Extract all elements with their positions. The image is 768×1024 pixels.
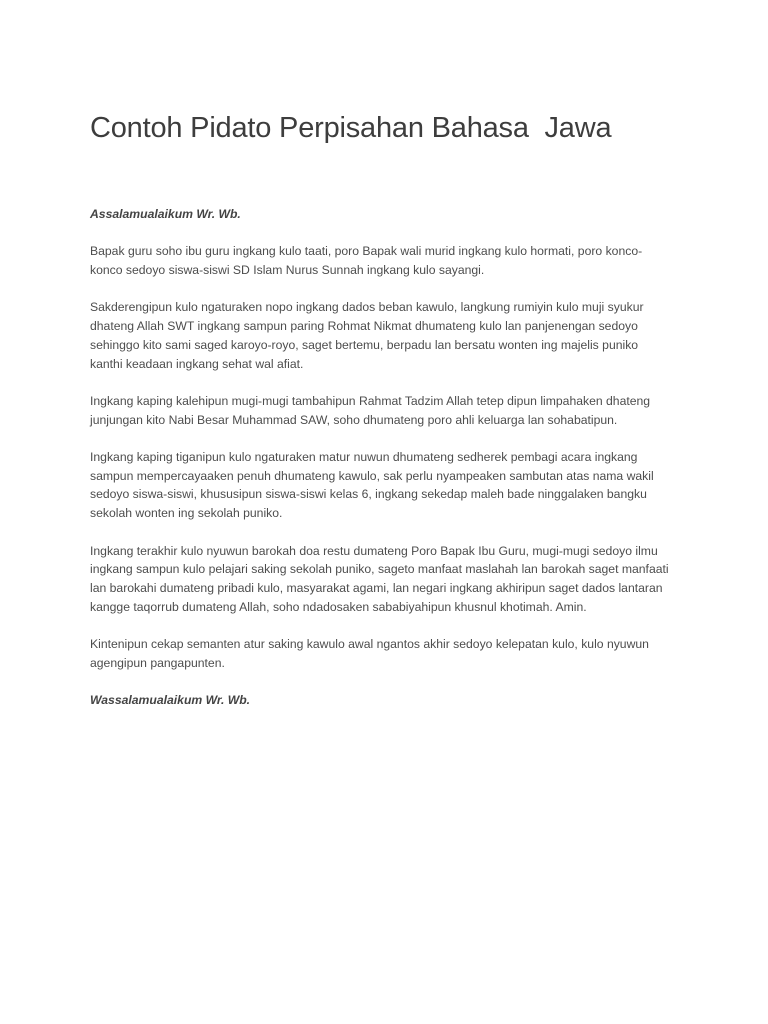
document-title: Contoh Pidato Perpisahan Bahasa Jawa [90, 112, 612, 144]
paragraph-blessing: Ingkang terakhir kulo nyuwun barokah doa restu dumateng Poro Bapak Ibu Guru, mugi-mugi sedoyo ilmu ingkang sampun kulo pelajari saking sekolah puniko, sageto manfaat maslahah lan barokah saget manfaati lan barokahi dumateng pribadi kulo, masyarakat agami, lan negari ingkang akhiripun saget dados lantaran kangge taqorrub dumateng Allah, soho ndadosaken sababiyahipun khusnul khotimah. Amin. [90, 543, 669, 614]
paragraph-thanks: Ingkang kaping tiganipun kulo ngaturaken matur nuwun dhumateng sedherek pembagi acara ingkang sampun mempercayaaken penuh dhumateng kawulo, sak perlu nyampeaken sambutan atas nama wakil sedoyo siswa-siswi, khususipun siswa-siswi kelas 6, ingkang sekedap maleh bade ninggalaken bangku sekolah wonten ing sekolah puniko. [90, 450, 654, 521]
opening-salutation: Assalamualaikum Wr. Wb. [90, 207, 241, 221]
paragraph-gratitude: Sakderengipun kulo ngaturaken nopo ingkang dados beban kawulo, langkung rumiyin kulo muji syukur dhateng Allah SWT ingkang sampun paring Rohmat Nikmat dhumateng kulo lan panjenengan sedoyo sehinggo kito sami saged karoyo-royo, saget bertemu, berpadu lan bersatu wonten ing majelis puniko kanthi keadaan ingkang sehat wal afiat. [90, 300, 644, 371]
paragraph-salawat: Ingkang kaping kalehipun mugi-mugi tambahipun Rahmat Tadzim Allah tetep dipun limpahaken dhateng junjungan kito Nabi Besar Muhammad SAW, soho dhumateng poro ahli keluarga lan sohabatipun. [90, 393, 651, 427]
closing-salutation: Wassalamualaikum Wr. Wb. [90, 693, 251, 708]
paragraph-greeting: Bapak guru soho ibu guru ingkang kulo taati, poro Bapak wali murid ingkang kulo hormati, poro konco-konco sedoyo siswa-siswi SD Islam Nurus Sunnah ingkang kulo sayangi. [90, 244, 643, 278]
document-body [90, 205, 670, 729]
paragraph-apology: Kintenipun cekap semanten atur saking kawulo awal ngantos akhir sedoyo kelepatan kulo, kulo nyuwun agengipun pangapunten. [90, 637, 649, 670]
